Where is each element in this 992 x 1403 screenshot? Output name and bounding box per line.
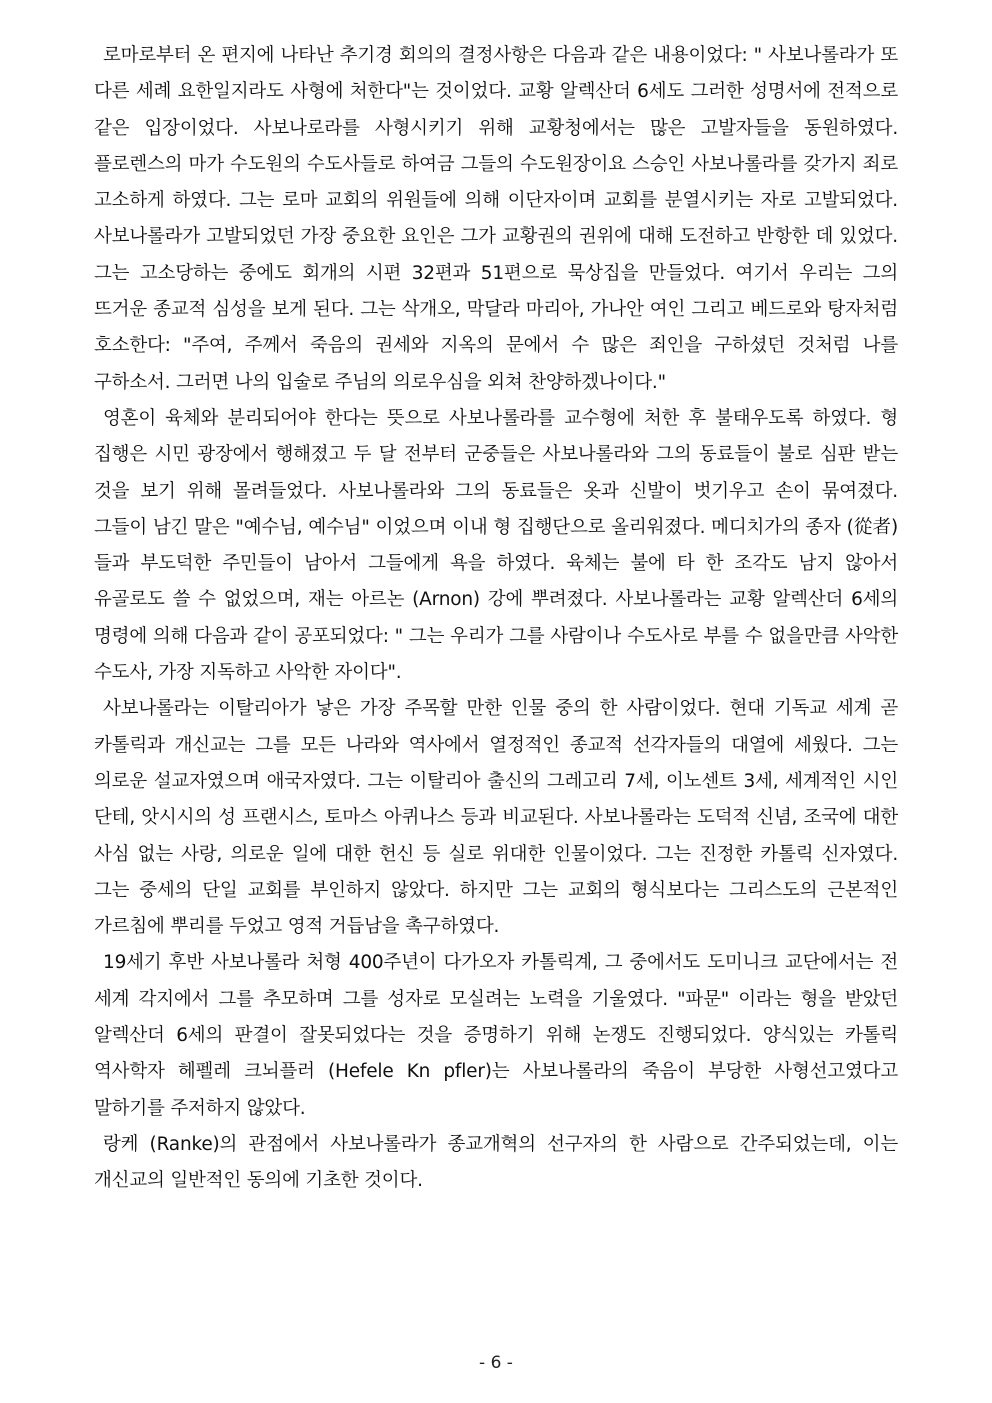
- paragraph-400th-anniversary: 19세기 후반 사보나롤라 처형 400주년이 다가오자 카톨릭계, 그 중에서도 도미니크 교단에서는 전 세계 각지에서 그를 추모하며 그를 성자로 모실려는 노력을 기울였다. "파문" 이라는 형을 받았던 알렉산더 6세의 판결이 잘못되었다는 것을 증명하기 위해 논쟁도 진행되었다. 양식있는 카톨릭 역사학자 헤펠레 크뇌플러 (Hefele Kn pfler)는 사보나롤라의 죽음이 부당한 사형선고였다고 말하기를 주저하지 않았다.: [94, 952, 898, 1119]
- paragraph-legacy: 사보나롤라는 이탈리아가 낳은 가장 주목할 만한 인물 중의 한 사람이었다. 현대 기독교 세계 곧 카톨릭과 개신교는 그를 모든 나라와 역사에서 열정적인 종교적 선각자들의 대열에 세웠다. 그는 의로운 설교자였으며 애국자였다. 그는 이탈리아 출신의 그레고리 7세, 이노센트 3세, 세계적인 시인 단테, 앗시시의 성 프랜시스, 토마스 아퀴나스 등과 비교된다. 사보나롤라는 도덕적 신념, 조국에 대한 사심 없는 사랑, 의로운 일에 대한 헌신 등 실로 위대한 인물이었다. 그는 진정한 카톨릭 신자였다. 그는 중세의 단일 교회를 부인하지 않았다. 하지만 그는 교회의 형식보다는 그리스도의 근본적인 가르침에 뿌리를 두었고 영적 거듭남을 촉구하였다.: [94, 698, 898, 938]
- document-body: [94, 38, 898, 1200]
- paragraph-cardinal-decision: 로마로부터 온 편지에 나타난 추기경 회의의 결정사항은 다음과 같은 내용이었다: " 사보나롤라가 또 다른 세례 요한일지라도 사형에 처한다"는 것이었다. 교황 알렉산더 6세도 그러한 성명서에 전적으로 같은 입장이었다. 사보나로라를 사형시키기 위해 교황청에서는 많은 고발자들을 동원하였다. 플로렌스의 마가 수도원의 수도사들로 하여금 그들의 수도원장이요 스승인 사보나롤라를 갖가지 죄로 고소하게 하였다. 그는 로마 교회의 위원들에 의해 이단자이며 교회를 분열시키는 자로 고발되었다. 사보나롤라가 고발되었던 가장 중요한 요인은 그가 교황권의 권위에 대해 도전하고 반항한 데 있었다. 그는 고소당하는 중에도 회개의 시편 32편과 51편으로 묵상집을 만들었다. 여기서 우리는 그의 뜨거운 종교적 심성을 보게 된다. 그는 삭개오, 막달라 마리아, 가나안 여인 그리고 베드로와 탕자처럼 호소한다: "주여, 주께서 죽음의 권세와 지옥의 문에서 수 많은 죄인을 구하셨던 것처럼 나를 구하소서. 그러면 나의 입술로 주님의 의로우심을 외쳐 찬양하겠나이다.": [94, 45, 898, 393]
- paragraph-execution: 영혼이 육체와 분리되어야 한다는 뜻으로 사보나롤라를 교수형에 처한 후 불태우도록 하였다. 형 집행은 시민 광장에서 행해졌고 두 달 전부터 군중들은 사보나롤라와 그의 동료들이 불로 심판 받는 것을 보기 위해 몰려들었다. 사보나롤라와 그의 동료들은 옷과 신발이 벗기우고 손이 묶여졌다. 그들이 남긴 말은 "예수님, 예수님" 이었으며 이내 형 집행단으로 올리워졌다. 메디치가의 종자 (從者)들과 부도덕한 주민들이 남아서 그들에게 욕을 하였다. 육체는 불에 타 한 조각도 남지 않아서 유골로도 쓸 수 없었으며, 재는 아르논 (Arnon) 강에 뿌려졌다. 사보나롤라는 교황 알렉산더 6세의 명령에 의해 다음과 같이 공포되었다: " 그는 우리가 그를 사람이나 수도사로 부를 수 없을만큼 사악한 수도사, 가장 지독하고 사악한 자이다".: [94, 407, 898, 684]
- paragraph-ranke-view: 랑케 (Ranke)의 관점에서 사보나롤라가 종교개혁의 선구자의 한 사람으로 간주되었는데, 이는 개신교의 일반적인 동의에 기초한 것이다.: [94, 1133, 898, 1192]
- page-number: - 6 -: [479, 1353, 513, 1373]
